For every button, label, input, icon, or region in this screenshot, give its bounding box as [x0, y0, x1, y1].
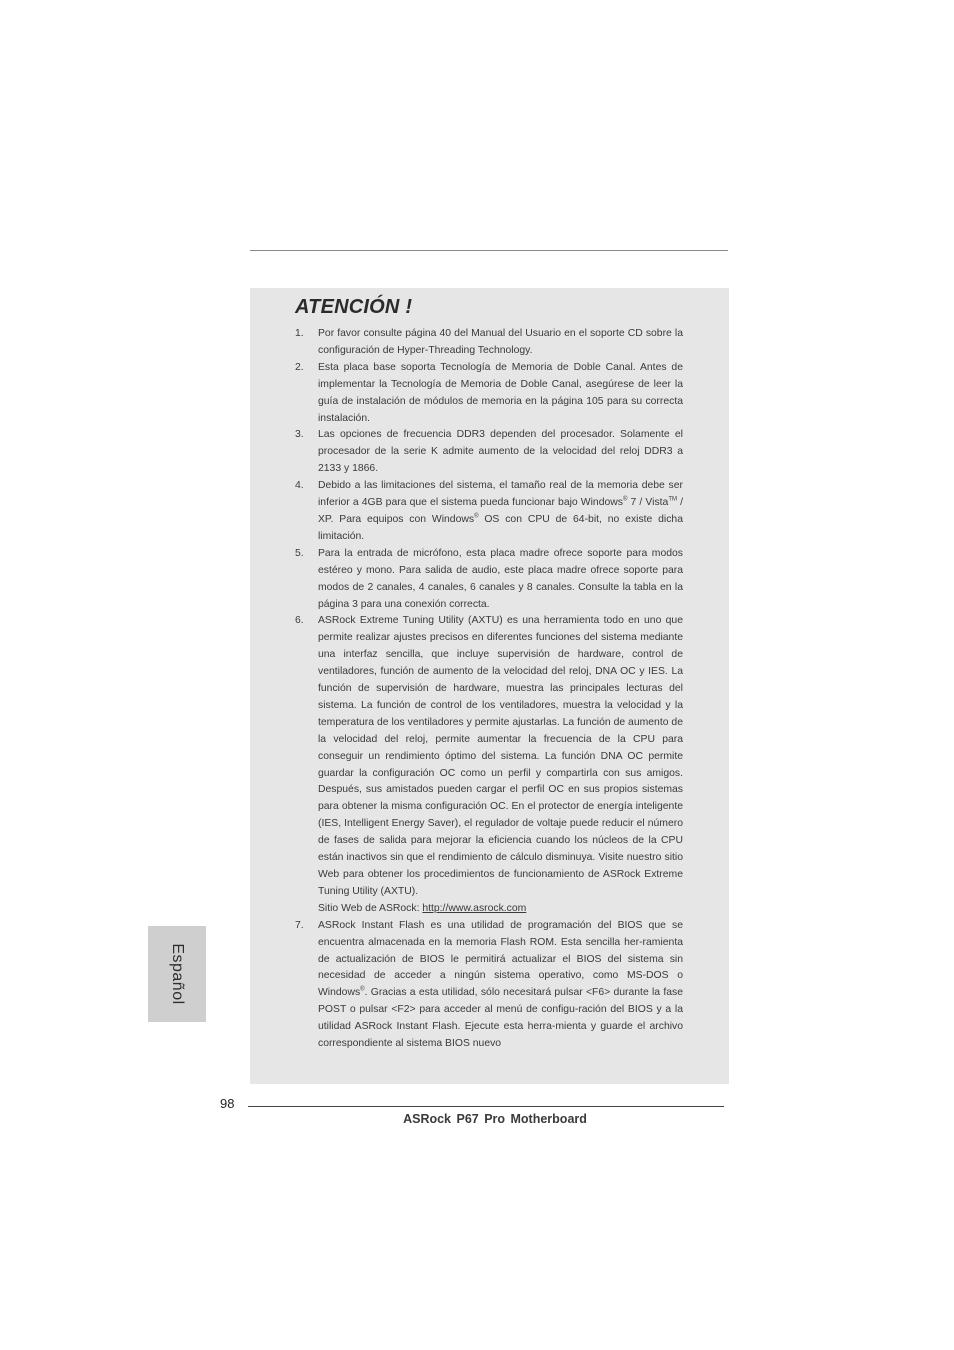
registered-mark: ® — [474, 513, 479, 520]
note-5 — [295, 546, 683, 614]
attention-title: ATENCIÓN ! — [295, 296, 413, 318]
note-1 — [295, 326, 683, 360]
note-number: 2. — [295, 361, 304, 373]
note-text: ASRock Extreme Tuning Utility (AXTU) es una herramienta todo en uno que permite realizar ajustes precisos en diferentes funciones del sistema mediante una interfaz sencilla, que incluye supervisión de hardware, control de ventiladores, función de aumento de la velocidad del reloj, DNA OC y IES. La función de supervisión de hardware, muestra las principales lecturas del sistema. La función de control de los ventiladores, muestra la velocidad y la temperatura de los ventiladores y permite ajustarlas. La función de aumento de la velocidad del reloj, permite aumentar la frecuencia de la CPU para conseguir un rendimiento óptimo del sistema. La función DNA OC permite guardar la configuración OC como un perfil y compartirla con sus amigos. Después, sus amistados pueden cargar el perfil OC en sus propios sistemas para obtener la misma configuración OC. En el protector de energía inteligente (IES, Intelligent Energy Saver), el regulador de voltaje puede reducir el número de fases de salida para mejorar la eficiencia cuando los núcleos de la CPU están inactivos sin que el rendimiento de cálculo disminuya. Visite nuestro sitio Web para obtener los procedimientos de funcionamiento de ASRock Extreme Tuning Utility (AXTU). — [318, 615, 683, 897]
note-3 — [295, 427, 683, 478]
top-rule — [250, 250, 728, 251]
trademark-mark: TM — [668, 496, 677, 503]
site-label: Sitio Web de ASRock: — [318, 902, 423, 914]
note-number: 5. — [295, 547, 304, 559]
note-text-part: ASRock Instant Flash es una utilidad de programación del BIOS que se encuentra almacenada en la memoria Flash ROM. Esta sencilla her-ramienta de actualización de BIOS le permitirá actualizar el BIOS del sistema sin necesidad de acceder a ningún sistema operativo, como MS-DOS o Windows — [318, 919, 683, 999]
note-6 — [295, 613, 683, 917]
note-text-part: . Gracias a esta utilidad, sólo necesitará pulsar <F6> durante la fase POST o pulsar <F2> para acceder al menú de configu-ración del BIOS y a la utilidad ASRock Instant Flash. Ejecute esta herra-mienta y guarde el archivo correspondiente al sistema BIOS nuevo — [318, 987, 683, 1050]
page-number: 98 — [220, 1096, 235, 1111]
note-text: Para la entrada de micrófono, esta placa madre ofrece soporte para modos estéreo y mono. Para salida de audio, este placa madre ofrece soporte para modos de 2 canales, 4 canales, 6 canales y 8 canales. Consulte la tabla en la página 3 para una conexión correcta. — [318, 547, 683, 610]
note-text-part: Debido a las limitaciones del sistema, el tamaño real de la memoria debe ser inferior a 4GB para que el sistema pueda funcionar bajo Windows — [318, 480, 683, 509]
note-4 — [295, 478, 683, 546]
registered-mark: ® — [622, 496, 628, 503]
note-text: Esta placa base soporta Tecnología de Memoria de Doble Canal. Antes de implementar la Tecnología de Memoria de Doble Canal, asegúrese de leer la guía de instalación de módulos de memoria en la página 105 para su correcta instalación. — [318, 361, 683, 424]
note-number: 7. — [295, 919, 304, 931]
registered-mark: ® — [360, 986, 365, 993]
asrock-website-link[interactable]: http://www.asrock.com — [422, 902, 527, 914]
note-text-part: / XP. Para equipos con Windows — [318, 497, 683, 525]
note-text: Por favor consulte página 40 del Manual del Usuario en el soporte CD sobre la configuración de Hyper-Threading Technology. — [318, 328, 683, 356]
note-7 — [295, 918, 683, 1053]
language-tab-label: Español — [169, 943, 186, 1005]
note-number: 4. — [295, 480, 304, 492]
attention-panel — [250, 288, 729, 1084]
note-number: 6. — [295, 615, 304, 627]
note-text-part: 7 / Vista — [627, 497, 669, 509]
bottom-rule — [248, 1106, 724, 1107]
note-number: 1. — [295, 328, 304, 339]
note-text: Las opciones de frecuencia DDR3 dependen del procesador. Solamente el procesador de la serie K admite aumento de la velocidad del reloj DDR3 a 2133 y 1866. — [318, 429, 683, 475]
note-2 — [295, 360, 683, 428]
footer-product-name: ASRock P67 Pro Motherboard — [403, 1112, 587, 1126]
language-tab — [148, 926, 206, 1022]
note-number: 3. — [295, 429, 304, 441]
notes-list — [295, 326, 683, 1053]
note-text-part: OS con CPU de 64-bit, no existe dicha limitación. — [318, 513, 683, 542]
